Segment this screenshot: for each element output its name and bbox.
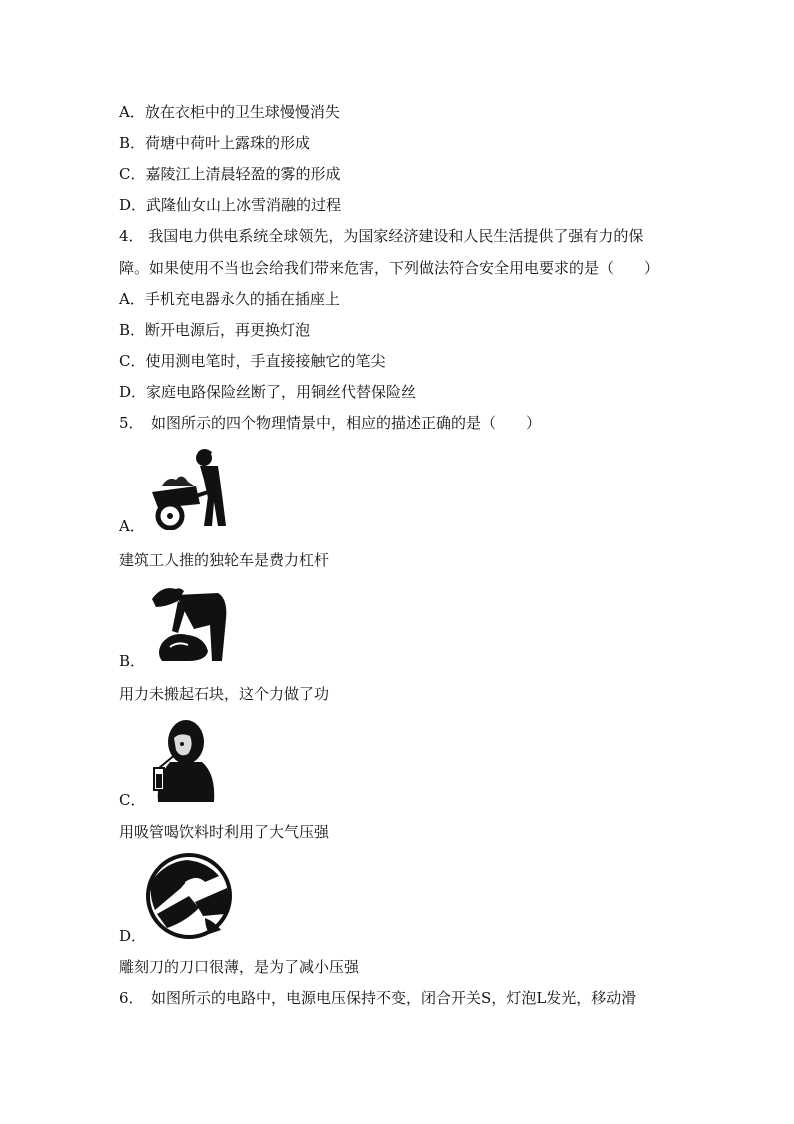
q5-option-b-letter: B． [119,652,146,670]
child-drinking-straw-illustration [150,718,218,804]
q4-option-c: C．使用测电笔时，手直接接触它的笔尖 [119,352,386,370]
q5-option-c-text: 用吸管喝饮料时利用了大气压强 [119,823,330,841]
q3-option-b: B．荷塘中荷叶上露珠的形成 [119,134,311,152]
q4-option-b: B．断开电源后，再更换灯泡 [119,321,311,339]
q4-stem-line-1: 4． 我国电力供电系统全球领先，为国家经济建设和人民生活提供了强有力的保 [119,227,644,245]
worker-wheelbarrow-illustration [148,446,234,530]
q5-option-a-letter: A． [119,517,145,535]
q4-option-d: D．家庭电路保险丝断了，用铜丝代替保险丝 [119,383,417,401]
q5-option-d-text: 雕刻刀的刀口很薄，是为了减小压强 [119,958,360,976]
q6-stem-line-1: 6． 如图所示的电路中，电源电压保持不变，闭合开关S，灯泡L发光，移动滑 [119,989,637,1007]
q3-option-c: C．嘉陵江上清晨轻盈的雾的形成 [119,165,341,183]
q4-stem-line-2: 障。如果使用不当也会给我们带来危害，下列做法符合安全用电要求的是（ ） [119,259,660,277]
carving-knife-illustration [145,852,233,940]
q3-option-d: D．武隆仙女山上冰雪消融的过程 [119,196,342,214]
q3-option-a: A．放在衣柜中的卫生球慢慢消失 [119,103,340,121]
person-lifting-stone-illustration [148,585,232,665]
q5-stem: 5． 如图所示的四个物理情景中，相应的描述正确的是（ ） [119,414,542,432]
q5-option-c-letter: C． [119,791,146,809]
q4-option-a: A．手机充电器永久的插在插座上 [119,290,340,308]
q5-option-a-text: 建筑工人推的独轮车是费力杠杆 [119,551,330,569]
q5-option-b-text: 用力未搬起石块，这个力做了功 [119,685,330,703]
q5-option-d-letter: D． [119,927,147,945]
